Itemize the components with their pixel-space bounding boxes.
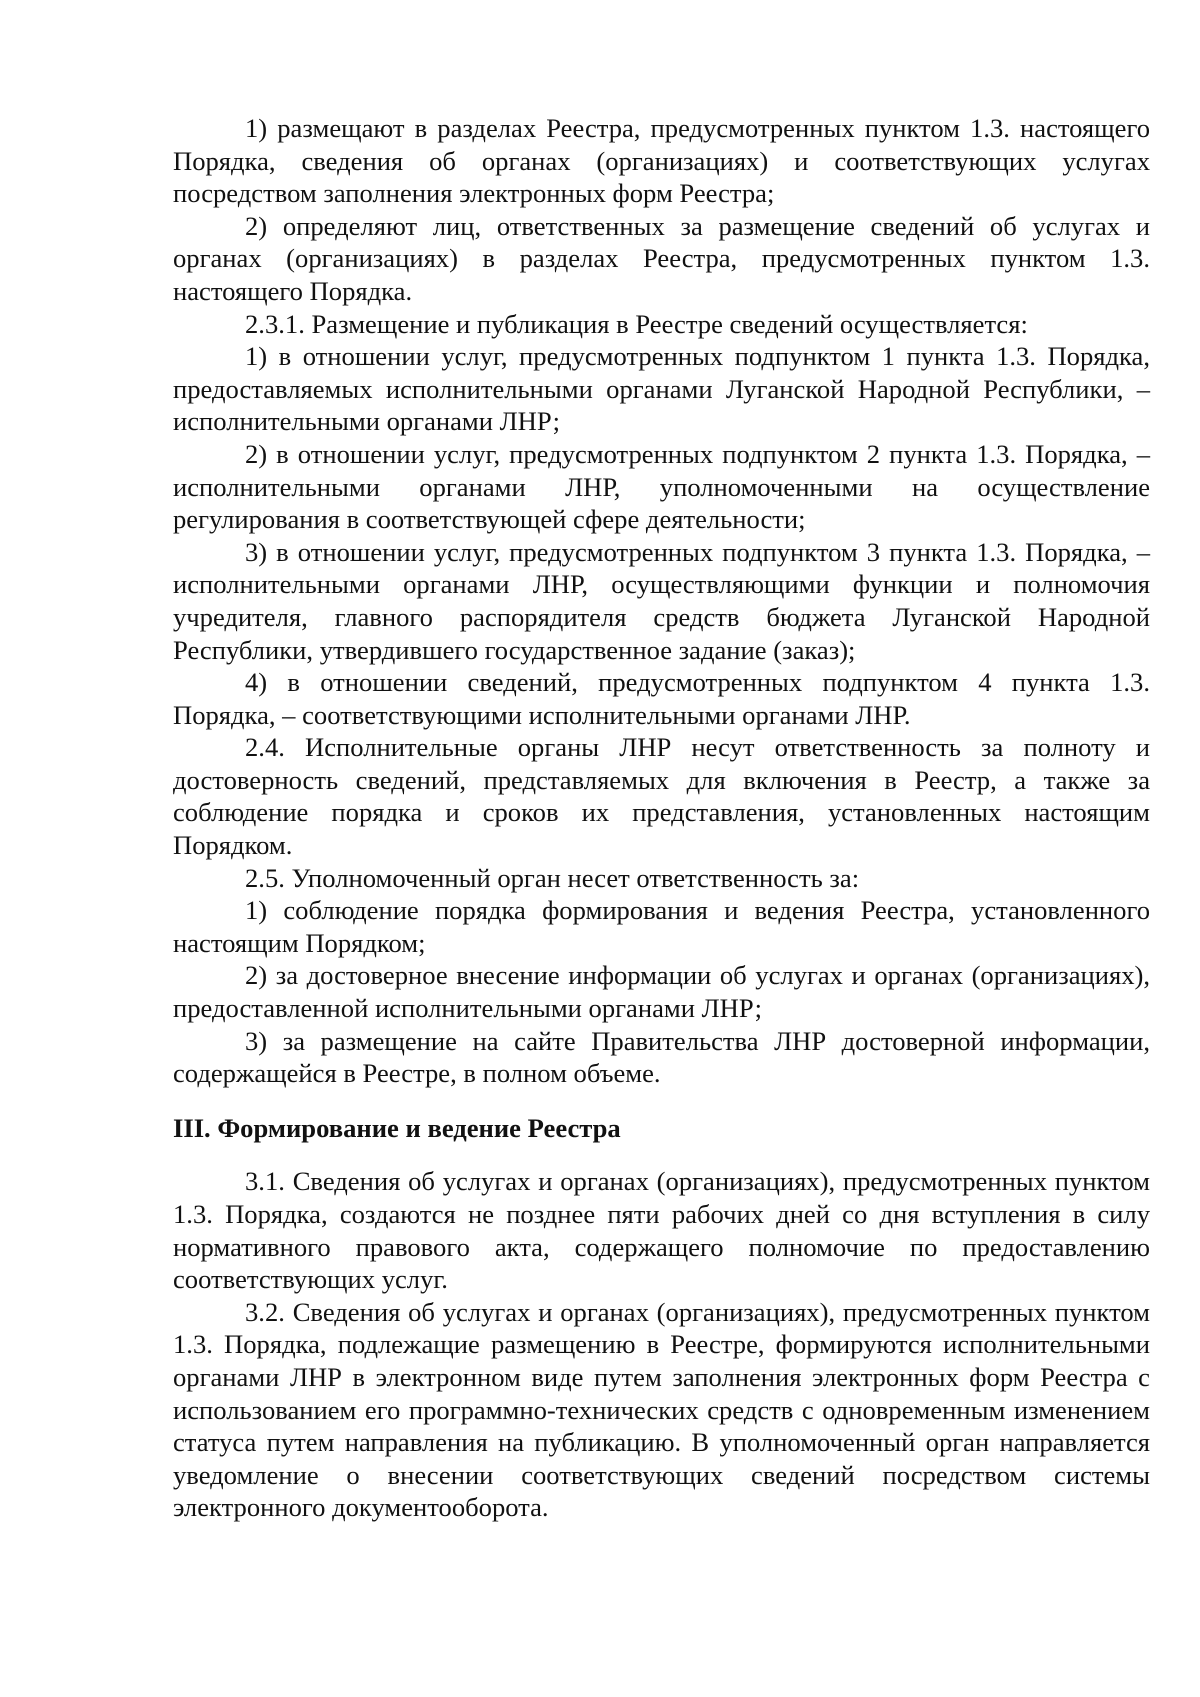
paragraph-2-3-1: 2.3.1. Размещение и публикация в Реестре сведений осуществляется: <box>245 308 1028 339</box>
paragraph-2-3-1-item-2: 2) в отношении услуг, предусмотренных подпунктом 2 пункта 1.3. Порядка, – исполнительными органами ЛНР, уполномоченными на осуществление регулирования в соответствующей сфере деятельности; <box>173 438 1150 535</box>
document-body <box>173 112 1150 1524</box>
paragraph-2-2-item-1: 1) размещают в разделах Реестра, предусмотренных пунктом 1.3. настоящего Порядка, сведения об органах (организациях) и соответствующих услугах посредством заполнения электронных форм Реестра; <box>173 113 1150 209</box>
paragraph-3-2: 3.2. Сведения об услугах и органах (организациях), предусмотренных пунктом 1.3. Порядка, подлежащие размещению в Реестре, формируются исполнительными органами ЛНР в электронном виде путем заполнения электронных форм Реестра с использованием его программно-технических средств с одновременным изменением статуса путем направления на публикацию. В уполномоченный орган направляется уведомление о внесении соответствующих сведений посредством системы электронного документооборота. <box>173 1296 1150 1523</box>
paragraph-2-3-1-item-1: 1) в отношении услуг, предусмотренных подпунктом 1 пункта 1.3. Порядка, предоставляемых исполнительными органами Луганской Народной Республики, – исполнительными органами ЛНР; <box>173 341 1150 437</box>
paragraph-2-5-item-3: 3) за размещение на сайте Правительства ЛНР достоверной информации, содержащейся в Реестре, в полном объеме. <box>173 1025 1150 1089</box>
paragraph-2-3-1-item-3: 3) в отношении услуг, предусмотренных подпунктом 3 пункта 1.3. Порядка, – исполнительными органами ЛНР, осуществляющими функции и полномочия учредителя, главного распорядителя средств бюджета Луганской Народной Республики, утвердившего государственное задание (заказ); <box>173 536 1150 665</box>
paragraph-2-2-item-2: 2) определяют лиц, ответственных за размещение сведений об услугах и органах (организациях) в разделах Реестра, предусмотренных пунктом 1.3. настоящего Порядка. <box>173 210 1150 306</box>
heading-spacer-bottom <box>173 1144 1150 1165</box>
paragraph-2-5-item-1: 1) соблюдение порядка формирования и ведения Реестра, установленного настоящим Порядком; <box>173 895 1150 958</box>
paragraph-3-1: 3.1. Сведения об услугах и органах (организациях), предусмотренных пунктом 1.3. Порядка, создаются не позднее пяти рабочих дней со дня вступления в силу нормативного правового акта, содержащего полномочие по предоставлению соответствующих услуг. <box>173 1166 1150 1295</box>
paragraph-2-3-1-item-4: 4) в отношении сведений, предусмотренных подпунктом 4 пункта 1.3. Порядка, – соответствующими исполнительными органами ЛНР. <box>173 667 1150 730</box>
paragraph-2-4: 2.4. Исполнительные органы ЛНР несут ответственность за полноту и достоверность сведений, представляемых для включения в Реестр, а также за соблюдение порядка и сроков их представления, установленных настоящим Порядком. <box>173 732 1150 861</box>
paragraph-2-5: 2.5. Уполномоченный орган несет ответственность за: <box>245 862 860 893</box>
heading-spacer-top <box>173 1090 1150 1112</box>
section-heading: III. Формирование и ведение Реестра <box>173 1112 621 1143</box>
paragraph-2-5-item-2: 2) за достоверное внесение информации об услугах и органах (организациях), предоставленной исполнительными органами ЛНР; <box>173 960 1150 1024</box>
